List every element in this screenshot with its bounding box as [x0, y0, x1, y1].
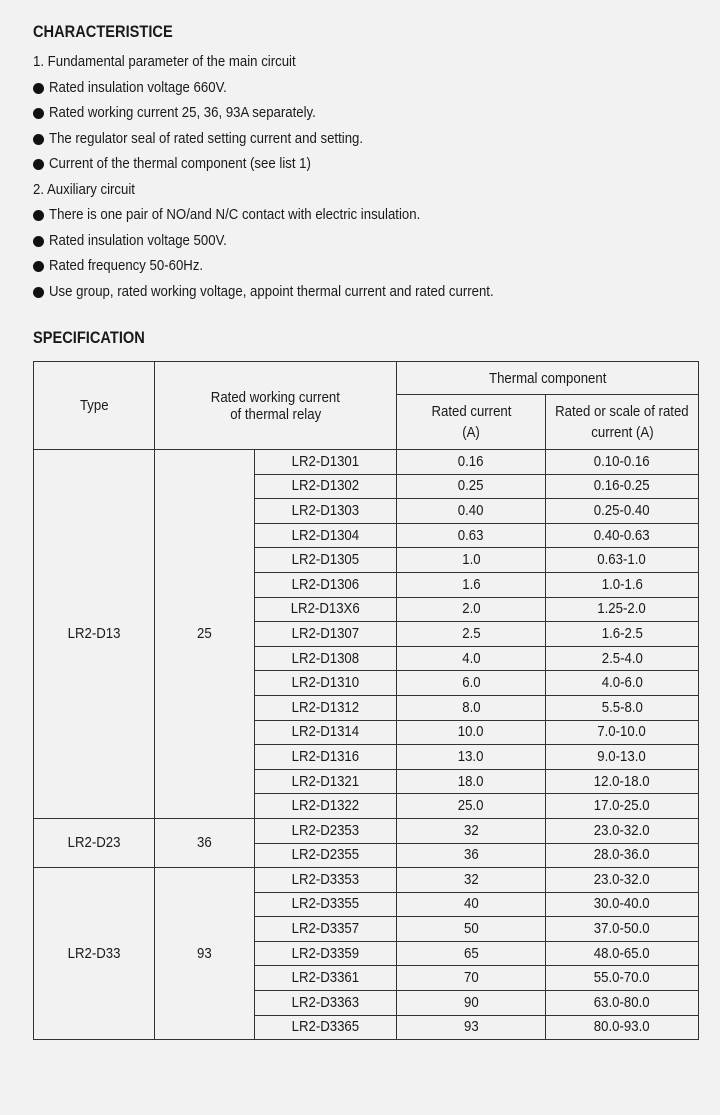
scale-cell: 0.16-0.25	[546, 474, 699, 499]
rated-current-cell: 10.0	[397, 720, 546, 745]
rated-current-cell: 6.0	[397, 671, 546, 696]
model-cell: LR2-D1321	[255, 769, 397, 794]
model-cell: LR2-D1305	[255, 548, 397, 573]
scale-cell: 12.0-18.0	[546, 769, 699, 794]
rated-current-cell: 2.5	[397, 622, 546, 647]
bullet-item	[33, 129, 713, 155]
model-cell: LR2-D3359	[255, 941, 397, 966]
scale-cell: 9.0-13.0	[546, 745, 699, 770]
specification-heading: SPECIFICATION	[33, 328, 145, 347]
bullet-item	[33, 103, 713, 129]
section-subheading	[33, 52, 713, 78]
model-cell: LR2-D3361	[255, 966, 397, 991]
model-cell: LR2-D1316	[255, 745, 397, 770]
scale-cell: 1.25-2.0	[546, 597, 699, 622]
scale-cell: 55.0-70.0	[546, 966, 699, 991]
rated-current-cell: 40	[397, 892, 546, 917]
bullet-item	[33, 231, 713, 257]
line-text: There is one pair of NO/and N/C contact with electric insulation.	[49, 206, 421, 223]
rated-current-cell: 93	[397, 1015, 546, 1040]
model-cell: LR2-D1310	[255, 671, 397, 696]
rated-current-cell: 50	[397, 917, 546, 942]
rated-current-cell: 0.63	[397, 523, 546, 548]
bullet-item	[33, 282, 713, 308]
working-current-cell: 25	[155, 450, 255, 819]
rated-current-cell: 0.16	[397, 450, 546, 475]
specification-table-body	[34, 450, 699, 1040]
model-cell: LR2-D1312	[255, 695, 397, 720]
model-cell: LR2-D1306	[255, 572, 397, 597]
scale-cell: 0.10-0.16	[546, 450, 699, 475]
model-cell: LR2-D3353	[255, 868, 397, 893]
bullet-item	[33, 78, 713, 104]
model-cell: LR2-D13X6	[255, 597, 397, 622]
line-text: Rated insulation voltage 660V.	[49, 78, 227, 96]
bullet-dot-icon	[33, 210, 44, 221]
bullet-dot-icon	[33, 159, 44, 170]
scale-cell: 37.0-50.0	[546, 917, 699, 942]
bullet-dot-icon	[33, 108, 44, 119]
line-text: Use group, rated working voltage, appoint thermal current and rated current.	[49, 282, 494, 300]
rated-current-cell: 8.0	[397, 695, 546, 720]
model-cell: LR2-D1322	[255, 794, 397, 819]
scale-cell: 48.0-65.0	[546, 941, 699, 966]
model-cell: LR2-D1302	[255, 474, 397, 499]
specification-table	[33, 361, 699, 1040]
rated-current-cell: 1.0	[397, 548, 546, 573]
scale-cell: 4.0-6.0	[546, 671, 699, 696]
scale-cell: 23.0-32.0	[546, 818, 699, 843]
scale-cell: 80.0-93.0	[546, 1015, 699, 1040]
line-text: Current of the thermal component (see list 1)	[49, 155, 311, 172]
scale-cell: 0.63-1.0	[546, 548, 699, 573]
model-cell: LR2-D3355	[255, 892, 397, 917]
model-cell: LR2-D3357	[255, 917, 397, 942]
type-cell: LR2-D33	[34, 868, 155, 1040]
scale-cell: 2.5-4.0	[546, 646, 699, 671]
rated-current-cell: 36	[397, 843, 546, 868]
rated-current-cell: 2.0	[397, 597, 546, 622]
scale-cell: 28.0-36.0	[546, 843, 699, 868]
model-cell: LR2-D2355	[255, 843, 397, 868]
model-cell: LR2-D1308	[255, 646, 397, 671]
rated-current-cell: 13.0	[397, 745, 546, 770]
model-cell: LR2-D1301	[255, 450, 397, 475]
rated-current-cell: 18.0	[397, 769, 546, 794]
model-cell: LR2-D1307	[255, 622, 397, 647]
line-text: Rated insulation voltage 500V.	[49, 231, 227, 249]
bullet-dot-icon	[33, 134, 44, 145]
scale-cell: 1.0-1.6	[546, 572, 699, 597]
model-cell: LR2-D3363	[255, 991, 397, 1016]
bullet-item	[33, 256, 713, 282]
line-text: The regulator seal of rated setting current and setting.	[49, 129, 364, 147]
header-rated-working-current: Rated working current of thermal relay	[155, 362, 397, 450]
rated-current-cell: 25.0	[397, 794, 546, 819]
rated-current-cell: 0.40	[397, 499, 546, 524]
rated-current-cell: 4.0	[397, 646, 546, 671]
type-cell: LR2-D23	[34, 818, 155, 867]
model-cell: LR2-D1303	[255, 499, 397, 524]
rated-current-cell: 0.25	[397, 474, 546, 499]
line-text: 2. Auxiliary circuit	[33, 180, 135, 198]
scale-cell: 0.25-0.40	[546, 499, 699, 524]
section-subheading	[33, 180, 713, 206]
bullet-dot-icon	[33, 83, 44, 94]
table-row	[34, 868, 699, 893]
rated-current-cell: 70	[397, 966, 546, 991]
rated-current-cell: 65	[397, 941, 546, 966]
scale-cell: 30.0-40.0	[546, 892, 699, 917]
model-cell: LR2-D1314	[255, 720, 397, 745]
scale-cell: 7.0-10.0	[546, 720, 699, 745]
model-cell: LR2-D1304	[255, 523, 397, 548]
scale-cell: 0.40-0.63	[546, 523, 699, 548]
rated-current-cell: 90	[397, 991, 546, 1016]
scale-cell: 17.0-25.0	[546, 794, 699, 819]
scale-cell: 1.6-2.5	[546, 622, 699, 647]
header-thermal-component: Thermal component	[397, 362, 699, 395]
line-text: Rated frequency 50-60Hz.	[49, 257, 204, 274]
line-text: Rated working current 25, 36, 93A separately.	[49, 104, 316, 121]
model-cell: LR2-D3365	[255, 1015, 397, 1040]
table-row	[34, 818, 699, 843]
characteristics-heading: CHARACTERISTICE	[33, 22, 173, 41]
bullet-item	[33, 154, 713, 180]
table-row	[34, 450, 699, 475]
bullet-item	[33, 205, 713, 231]
model-cell: LR2-D2353	[255, 818, 397, 843]
rated-current-cell: 1.6	[397, 572, 546, 597]
rated-current-cell: 32	[397, 868, 546, 893]
working-current-cell: 36	[155, 818, 255, 867]
characteristics-list	[33, 52, 713, 307]
scale-cell: 23.0-32.0	[546, 868, 699, 893]
header-scale-of-rated-current: Rated or scale of rated current (A)	[546, 395, 699, 450]
rated-current-cell: 32	[397, 818, 546, 843]
scale-cell: 5.5-8.0	[546, 695, 699, 720]
bullet-dot-icon	[33, 287, 44, 298]
scale-cell: 63.0-80.0	[546, 991, 699, 1016]
header-type: Type	[34, 362, 155, 450]
type-cell: LR2-D13	[34, 450, 155, 819]
bullet-dot-icon	[33, 236, 44, 247]
working-current-cell: 93	[155, 868, 255, 1040]
bullet-dot-icon	[33, 261, 44, 272]
header-rated-current: Rated current (A)	[397, 395, 546, 450]
line-text: 1. Fundamental parameter of the main circuit	[33, 53, 296, 70]
